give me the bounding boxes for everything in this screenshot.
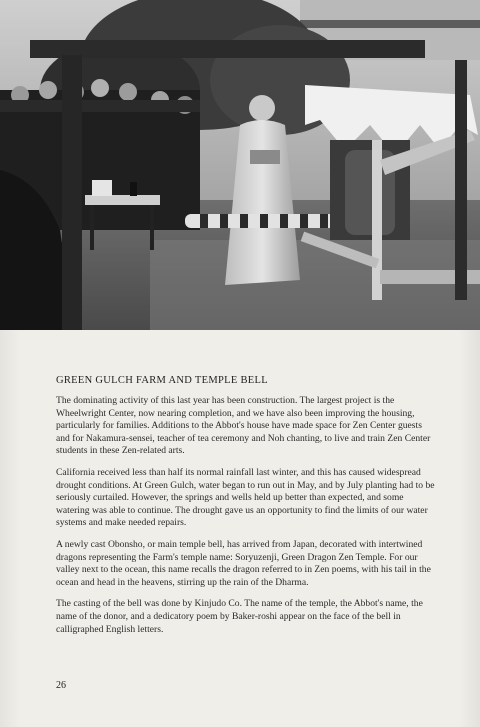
article-heading: GREEN GULCH FARM AND TEMPLE BELL (56, 375, 268, 386)
article-body (56, 375, 436, 645)
paragraph-drought: California received less than half its normal rainfall last winter, and this has caused widespread drought conditions. At Green Gulch, water began to run out in May, and by July planting had to be seriously curtailed. However, the springs and wells held up better than expected, and some watering was able to continue. The drought gave us an opportunity to find the limits of our water systems and make needed repairs. (56, 466, 435, 529)
bell-ceremony-photo (0, 0, 480, 330)
page-number: 26 (56, 680, 66, 691)
paragraph-temple-bell: A newly cast Obonsho, or main temple bell, has arrived from Japan, decorated with intertwined dragons representing the Farm's temple name: Soryuzenji, Green Dragon Zen Temple. For our valley next to the ocean, this name recalls the dragon referred to in Zen poems, with his tail in the ocean and head in the heavens, stirring up the rain of the Dharma. (56, 538, 431, 588)
paragraph-bell-casting: The casting of the bell was done by Kinjudo Co. The name of the temple, the Abbot's name, the name of the donor, and a dedicatory poem by Baker-roshi appear on the face of the bell in calligraphed English letters. (56, 598, 423, 635)
paragraph-construction: The dominating activity of this last year has been construction. The largest project is the Wheelwright Center, now nearing completion, and we have also been improving the housing, particularly for families. Additions to the Abbot's house have made space for Zen Center guests and for Nakamura-sensei, teacher of tea ceremony and Noh chanting, to live and train Zen Center students in these Zen-related arts. (56, 395, 431, 457)
